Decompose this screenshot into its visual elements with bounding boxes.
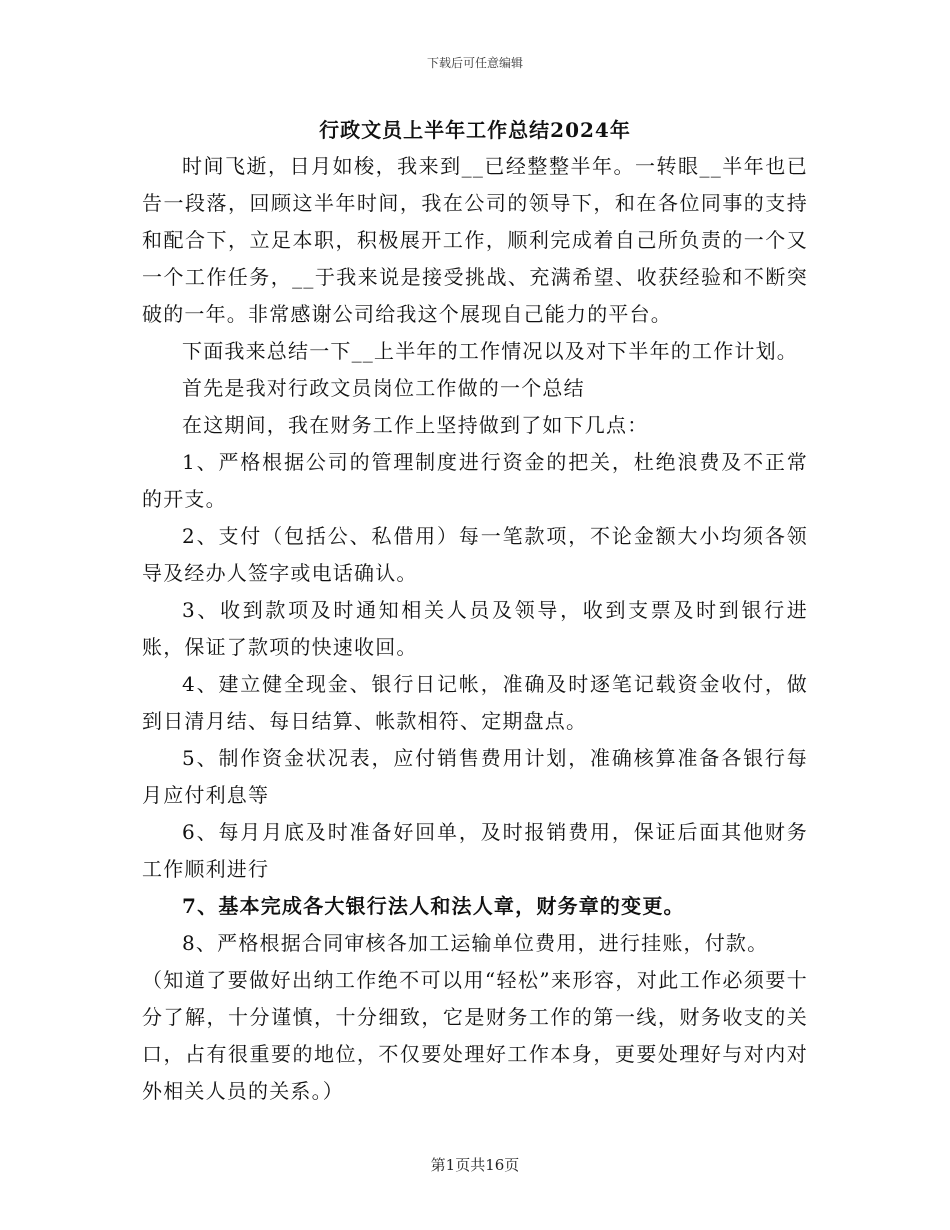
paragraph-note: （知道了要做好出纳工作绝不可以用“轻松”来形容，对此工作必须要十分了解，十分谨慎，十分细致，它是财务工作的第一线，财务收支的关口，占有很重要的地位，不仅要处理好工作本身，更要处理好与对内对外相关人员的关系。）: [142, 968, 808, 1103]
list-item-1: 1、严格根据公司的管理制度进行资金的把关，杜绝浪费及不正常的开支。: [142, 450, 808, 511]
paragraph-period: 在这期间，我在财务工作上坚持做到了如下几点：: [182, 413, 649, 437]
document-title: 行政文员上半年工作总结2024年: [319, 118, 631, 142]
header-note: 下载后可任意编辑: [426, 56, 523, 70]
list-item-3: 3、收到款项及时通知相关人员及领导，收到支票及时到银行进账，保证了款项的快速收回。: [142, 598, 808, 659]
paragraph-intro: 时间飞逝，日月如梭，我来到__已经整整半年。一转眼__半年也已告一段落，回顾这半年时间，我在公司的领导下，和在各位同事的支持和配合下，立足本职，积极展开工作，顺利完成着自己所负责的一个又一个工作任务，__于我来说是接受挑战、充满希望、收获经验和不断突破的一年。非常感谢公司给我这个展现自己能力的平台。: [142, 154, 808, 326]
list-item-4: 4、建立健全现金、银行日记帐，准确及时逐笔记载资金收付，做到日清月结、每日结算、帐款相符、定期盘点。: [142, 672, 808, 733]
paragraph-summary-intro: 下面我来总结一下__上半年的工作情况以及对下半年的工作计划。: [182, 339, 798, 363]
list-item-6: 6、每月月底及时准备好回单，及时报销费用，保证后面其他财务工作顺利进行: [142, 820, 808, 881]
document-body: [142, 148, 808, 1110]
page-indicator: 第1页共16页: [430, 1156, 520, 1174]
list-item-2: 2、支付（包括公、私借用）每一笔款项，不论金额大小均须各领导及经办人签字或电话确认。: [142, 524, 808, 585]
paragraph-first: 首先是我对行政文员岗位工作做的一个总结: [182, 376, 585, 400]
list-item-5: 5、制作资金状况表，应付销售费用计划，准确核算准备各银行每月应付利息等: [142, 746, 808, 807]
list-item-7: 7、基本完成各大银行法人和法人章，财务章的变更。: [182, 894, 685, 918]
list-item-8: 8、严格根据合同审核各加工运输单位费用，进行挂账，付款。: [182, 931, 769, 955]
